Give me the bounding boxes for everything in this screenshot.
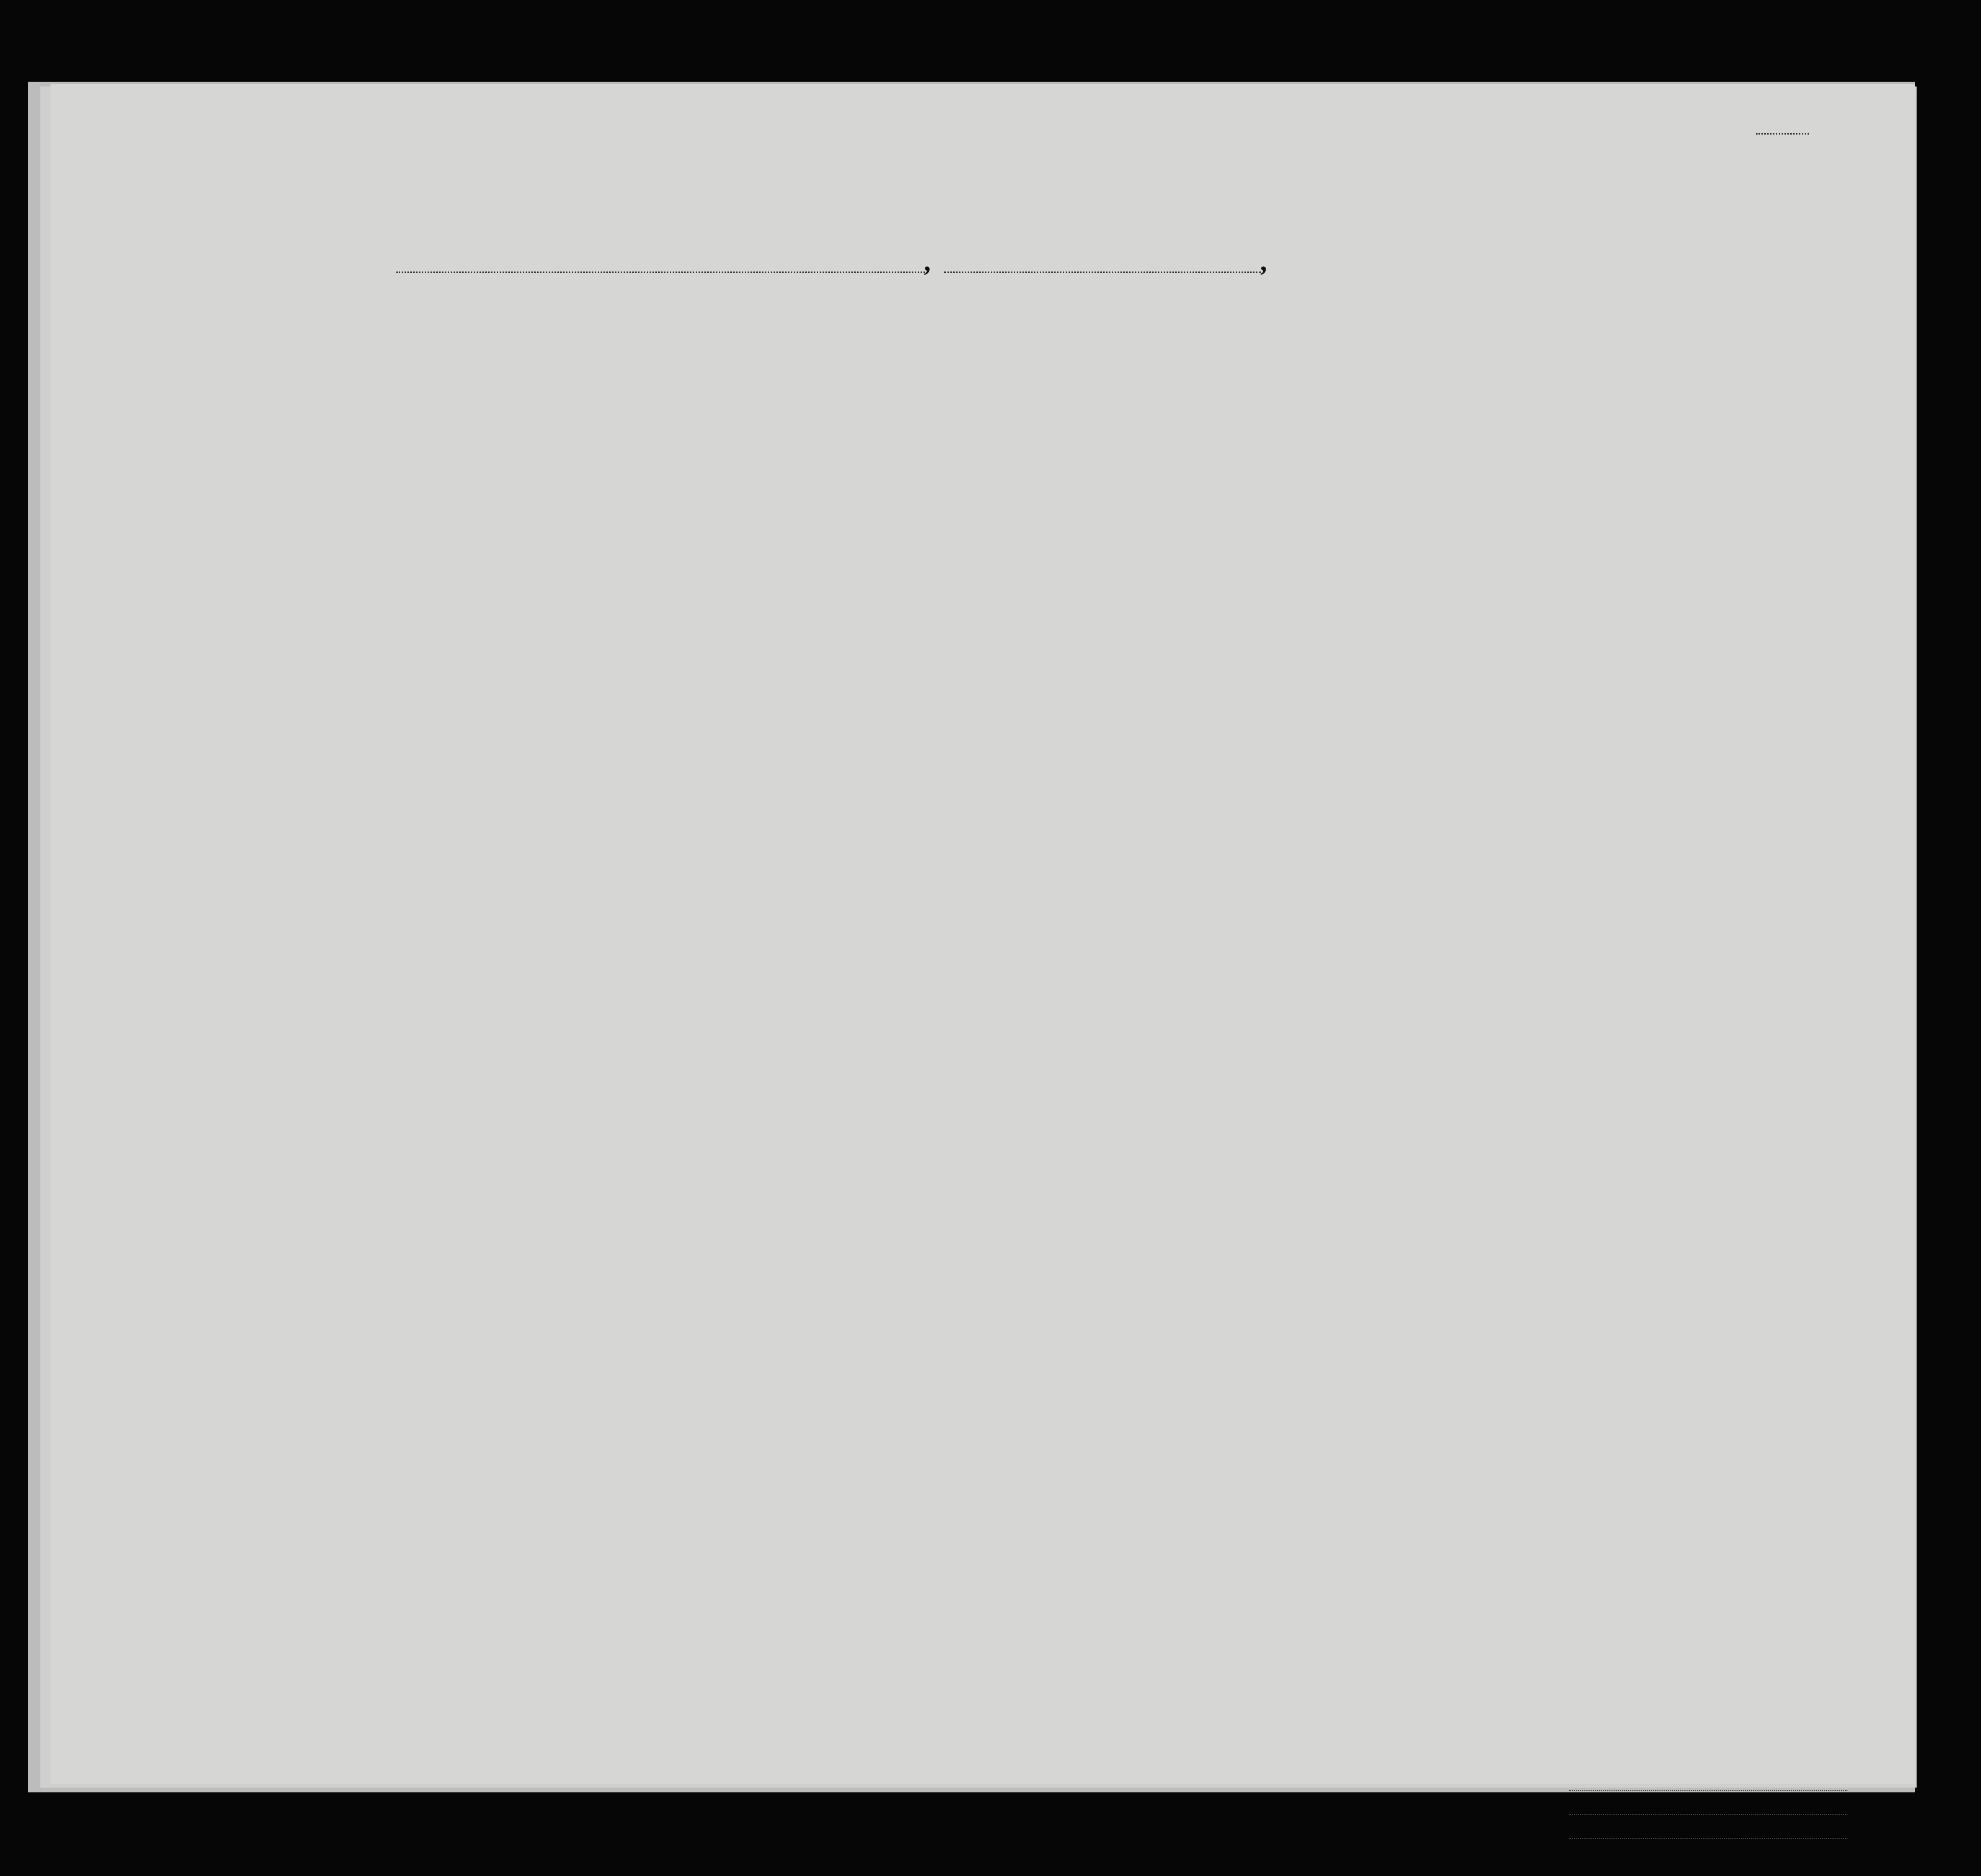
port-underline — [396, 271, 925, 273]
list-underline — [1756, 132, 1809, 135]
manifest-sheet — [50, 84, 1915, 1784]
agents-underline — [1569, 1838, 1847, 1839]
owners-underline — [1569, 1814, 1847, 1815]
line-underline — [1569, 1790, 1847, 1791]
comma: , — [925, 246, 932, 277]
comma-2: , — [1261, 246, 1268, 277]
date-underline — [944, 271, 1261, 273]
